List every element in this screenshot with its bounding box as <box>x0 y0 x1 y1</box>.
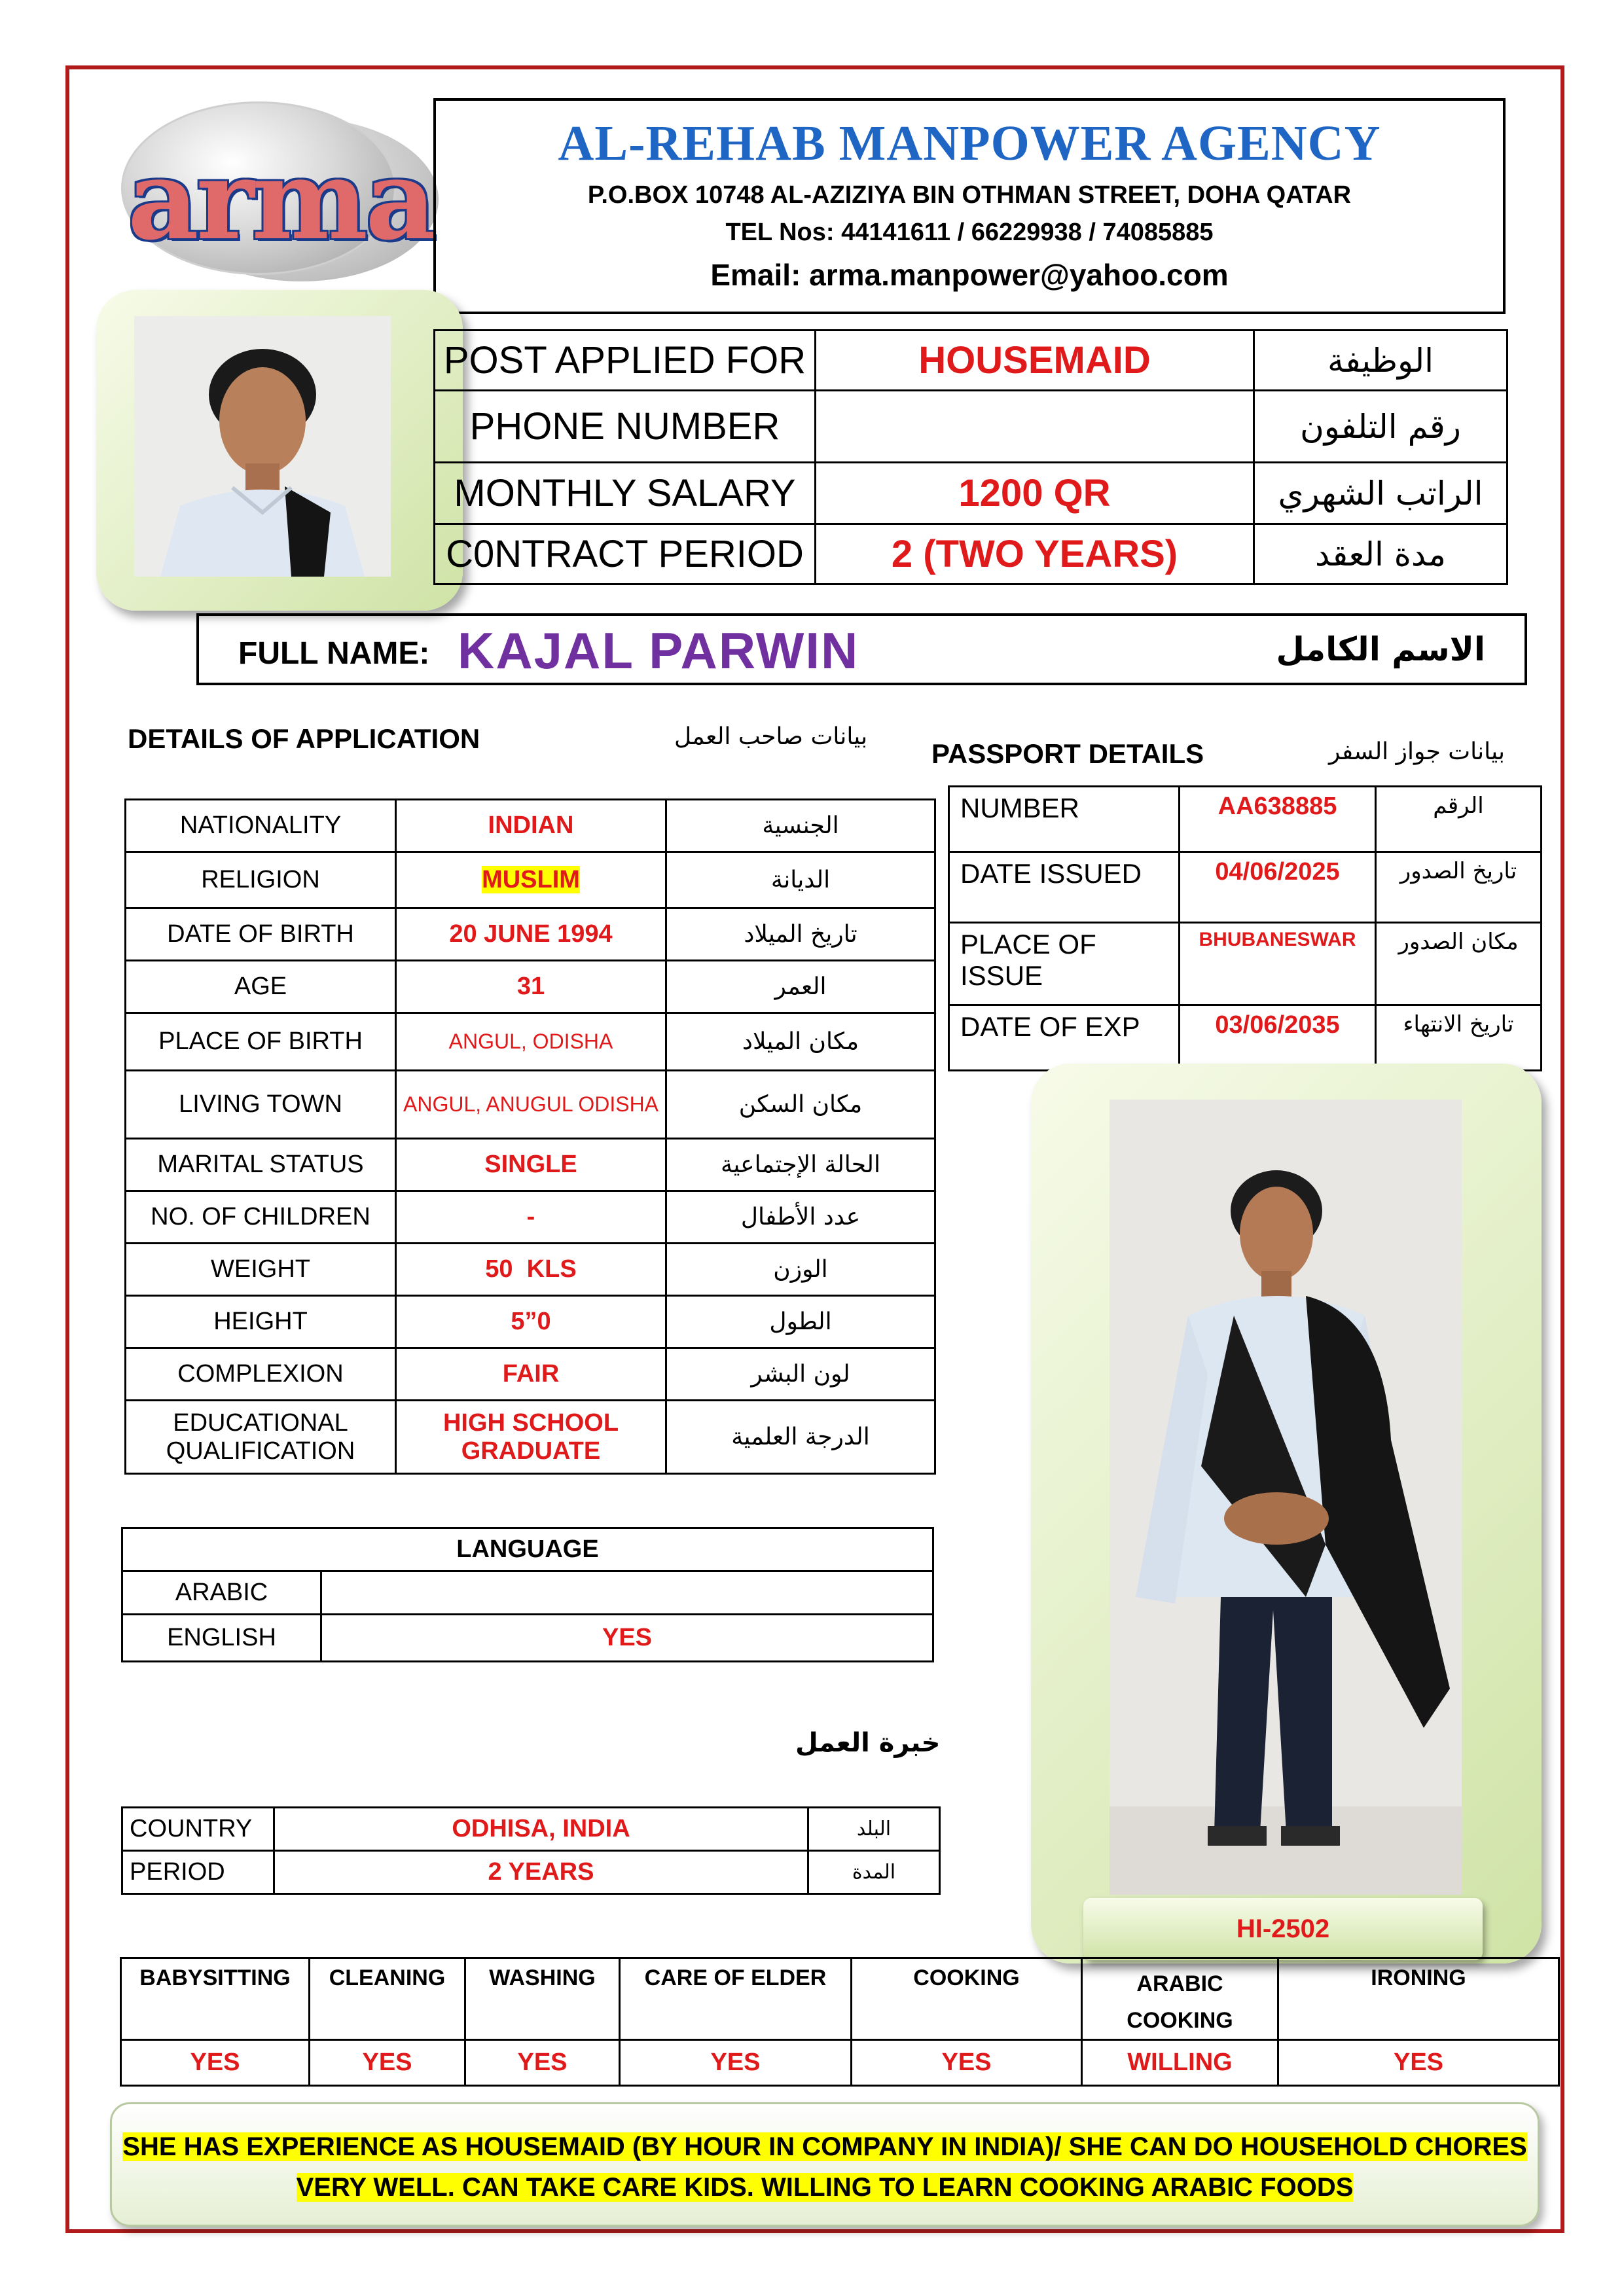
reference-code: HI-2502 <box>1236 1914 1330 1943</box>
detail-arabic: الطول <box>666 1296 935 1348</box>
table-row <box>126 1071 935 1139</box>
religion-highlight: MUSLIM <box>482 866 580 893</box>
detail-arabic: تاريخ الميلاد <box>666 908 935 961</box>
job-value: HOUSEMAID <box>816 331 1254 391</box>
passport-arabic: الرقم <box>1376 787 1542 852</box>
detail-value: 31 <box>396 961 666 1013</box>
job-arabic: الراتب الشهري <box>1254 463 1507 524</box>
detail-label: RELIGION <box>126 852 396 908</box>
detail-arabic: العمر <box>666 961 935 1013</box>
logo: arma <box>128 135 434 264</box>
job-value: 1200 QR <box>816 463 1254 524</box>
full-name-label: FULL NAME: <box>238 636 430 671</box>
detail-label: NATIONALITY <box>126 800 396 852</box>
job-arabic: رقم التلفون <box>1254 391 1507 463</box>
skill-header: WASHING <box>465 1958 620 2040</box>
passport-label: NUMBER <box>949 787 1180 852</box>
detail-value: FAIR <box>396 1348 666 1401</box>
detail-arabic: الوزن <box>666 1244 935 1296</box>
job-label: MONTHLY SALARY <box>435 463 816 524</box>
experience-label: PERIOD <box>122 1851 274 1894</box>
detail-label: AGE <box>126 961 396 1013</box>
agency-phones: TEL Nos: 44141611 / 66229938 / 74085885 <box>725 219 1214 246</box>
language-label: ENGLISH <box>122 1615 321 1662</box>
passport-arabic: مكان الصدور <box>1376 923 1542 1005</box>
agency-email: Email: arma.manpower@yahoo.com <box>710 258 1229 292</box>
agency-address: P.O.BOX 10748 AL-AZIZIYA BIN OTHMAN STREET, DOHA QATAR <box>587 181 1352 209</box>
table-row <box>121 2040 1559 2086</box>
detail-label: WEIGHT <box>126 1244 396 1296</box>
passport-label: PLACE OF ISSUE <box>949 923 1180 1005</box>
detail-arabic: الجنسية <box>666 800 935 852</box>
passport-label: DATE ISSUED <box>949 852 1180 923</box>
full-photo-illustration <box>1110 1100 1462 1895</box>
passport-value: AA638885 <box>1180 787 1376 852</box>
full-name-arabic: الاسم الكامل <box>1276 630 1485 668</box>
experience-table <box>121 1806 941 1895</box>
portrait-illustration <box>134 316 391 577</box>
job-label: POST APPLIED FOR <box>435 331 816 391</box>
detail-label: LIVING TOWN <box>126 1071 396 1139</box>
remarks-line-1: SHE HAS EXPERIENCE AS HOUSEMAID (BY HOUR IN COMPANY IN INDIA)/ SHE CAN DO HOUSEHOLD CHORES <box>122 2132 1527 2161</box>
detail-arabic: مكان الميلاد <box>666 1013 935 1071</box>
job-label: C0NTRACT PERIOD <box>435 524 816 584</box>
experience-label: COUNTRY <box>122 1808 274 1851</box>
detail-arabic: الديانة <box>666 852 935 908</box>
skill-value: WILLING <box>1082 2040 1278 2086</box>
skill-header: ARABIC COOKING <box>1082 1958 1278 2040</box>
agency-header <box>433 98 1506 314</box>
table-row <box>126 800 935 852</box>
detail-value: HIGH SCHOOL GRADUATE <box>396 1401 666 1474</box>
table-row <box>126 1139 935 1191</box>
skill-value: YES <box>310 2040 465 2086</box>
skills-table <box>120 1957 1560 2087</box>
table-row <box>126 1348 935 1401</box>
detail-value: 20 JUNE 1994 <box>396 908 666 961</box>
job-value <box>816 391 1254 463</box>
full-name-box <box>196 613 1527 685</box>
detail-arabic: عدد الأطفال <box>666 1191 935 1244</box>
detail-label: DATE OF BIRTH <box>126 908 396 961</box>
detail-label: HEIGHT <box>126 1296 396 1348</box>
detail-arabic: مكان السكن <box>666 1071 935 1139</box>
full-photo-frame <box>1031 1064 1542 1964</box>
job-arabic: الوظيفة <box>1254 331 1507 391</box>
skill-header: CARE OF ELDER <box>620 1958 852 2040</box>
skill-header: CLEANING <box>310 1958 465 2040</box>
detail-value <box>396 852 666 908</box>
table-row <box>126 1013 935 1071</box>
detail-value: 50 KLS <box>396 1244 666 1296</box>
skill-value: YES <box>852 2040 1082 2086</box>
table-row <box>126 1401 935 1474</box>
skill-value: YES <box>121 2040 310 2086</box>
table-row <box>122 1851 940 1894</box>
passport-label: DATE OF EXP <box>949 1005 1180 1071</box>
skill-header: COOKING <box>852 1958 1082 2040</box>
language-table <box>121 1527 934 1662</box>
passport-value: 03/06/2035 <box>1180 1005 1376 1071</box>
detail-value: ANGUL, ODISHA <box>396 1013 666 1071</box>
detail-value: ANGUL, ANUGUL ODISHA <box>396 1071 666 1139</box>
table-row <box>949 787 1542 852</box>
table-row <box>121 1958 1559 2040</box>
application-arabic-title: بيانات صاحب العمل <box>674 723 868 750</box>
application-title: DETAILS OF APPLICATION <box>128 723 480 754</box>
language-title: LANGUAGE <box>122 1528 933 1571</box>
table-row <box>122 1808 940 1851</box>
skill-value: YES <box>620 2040 852 2086</box>
passport-value: 04/06/2025 <box>1180 852 1376 923</box>
skill-header: BABYSITTING <box>121 1958 310 2040</box>
job-value: 2 (TWO YEARS) <box>816 524 1254 584</box>
table-row <box>126 852 935 908</box>
table-row <box>435 391 1507 463</box>
detail-value: INDIAN <box>396 800 666 852</box>
passport-arabic-title: بيانات جواز السفر <box>1329 738 1506 765</box>
full-photo <box>1110 1100 1462 1895</box>
language-value <box>321 1571 933 1615</box>
table-row <box>949 1005 1542 1071</box>
job-label: PHONE NUMBER <box>435 391 816 463</box>
portrait-photo <box>134 316 391 577</box>
experience-value: ODHISA, INDIA <box>274 1808 808 1851</box>
skill-value: YES <box>465 2040 620 2086</box>
job-arabic: مدة العقد <box>1254 524 1507 584</box>
portrait-photo-frame <box>96 290 463 611</box>
experience-arabic-title: خبرة العمل <box>795 1728 941 1758</box>
detail-value: 5”0 <box>396 1296 666 1348</box>
language-value: YES <box>321 1615 933 1662</box>
passport-table <box>948 785 1542 1071</box>
experience-arabic: المدة <box>808 1851 940 1894</box>
table-row <box>435 463 1507 524</box>
table-row <box>949 852 1542 923</box>
table-row <box>122 1528 933 1571</box>
table-row <box>122 1571 933 1615</box>
detail-arabic: الدرجة العلمية <box>666 1401 935 1474</box>
detail-label: COMPLEXION <box>126 1348 396 1401</box>
detail-arabic: لون البشر <box>666 1348 935 1401</box>
experience-arabic: البلد <box>808 1808 940 1851</box>
language-label: ARABIC <box>122 1571 321 1615</box>
reference-badge <box>1083 1898 1483 1960</box>
job-table <box>433 329 1508 585</box>
passport-arabic: تاريخ الصدور <box>1376 852 1542 923</box>
table-row <box>126 961 935 1013</box>
remarks-line-2: VERY WELL. CAN TAKE CARE KIDS. WILLING TO LEARN COOKING ARABIC FOODS <box>296 2173 1354 2202</box>
passport-arabic: تاريخ الانتهاء <box>1376 1005 1542 1071</box>
detail-label: EDUCATIONAL QUALIFICATION <box>126 1401 396 1474</box>
table-row <box>126 908 935 961</box>
table-row <box>126 1296 935 1348</box>
application-table <box>124 798 936 1475</box>
detail-arabic: الحالة الإجتماعية <box>666 1139 935 1191</box>
detail-value: - <box>396 1191 666 1244</box>
table-row <box>949 923 1542 1005</box>
remarks-box <box>110 2102 1540 2227</box>
table-row <box>126 1244 935 1296</box>
passport-value: BHUBANESWAR <box>1180 923 1376 1005</box>
skill-value: YES <box>1278 2040 1559 2086</box>
full-name-value: KAJAL PARWIN <box>458 622 859 679</box>
table-row <box>435 331 1507 391</box>
experience-value: 2 YEARS <box>274 1851 808 1894</box>
table-row <box>435 524 1507 584</box>
detail-label: PLACE OF BIRTH <box>126 1013 396 1071</box>
table-row <box>126 1191 935 1244</box>
detail-label: NO. OF CHILDREN <box>126 1191 396 1244</box>
detail-label: MARITAL STATUS <box>126 1139 396 1191</box>
passport-title: PASSPORT DETAILS <box>931 738 1204 769</box>
agency-name: AL-REHAB MANPOWER AGENCY <box>558 116 1381 171</box>
skill-header: IRONING <box>1278 1958 1559 2040</box>
table-row <box>122 1615 933 1662</box>
detail-value: SINGLE <box>396 1139 666 1191</box>
